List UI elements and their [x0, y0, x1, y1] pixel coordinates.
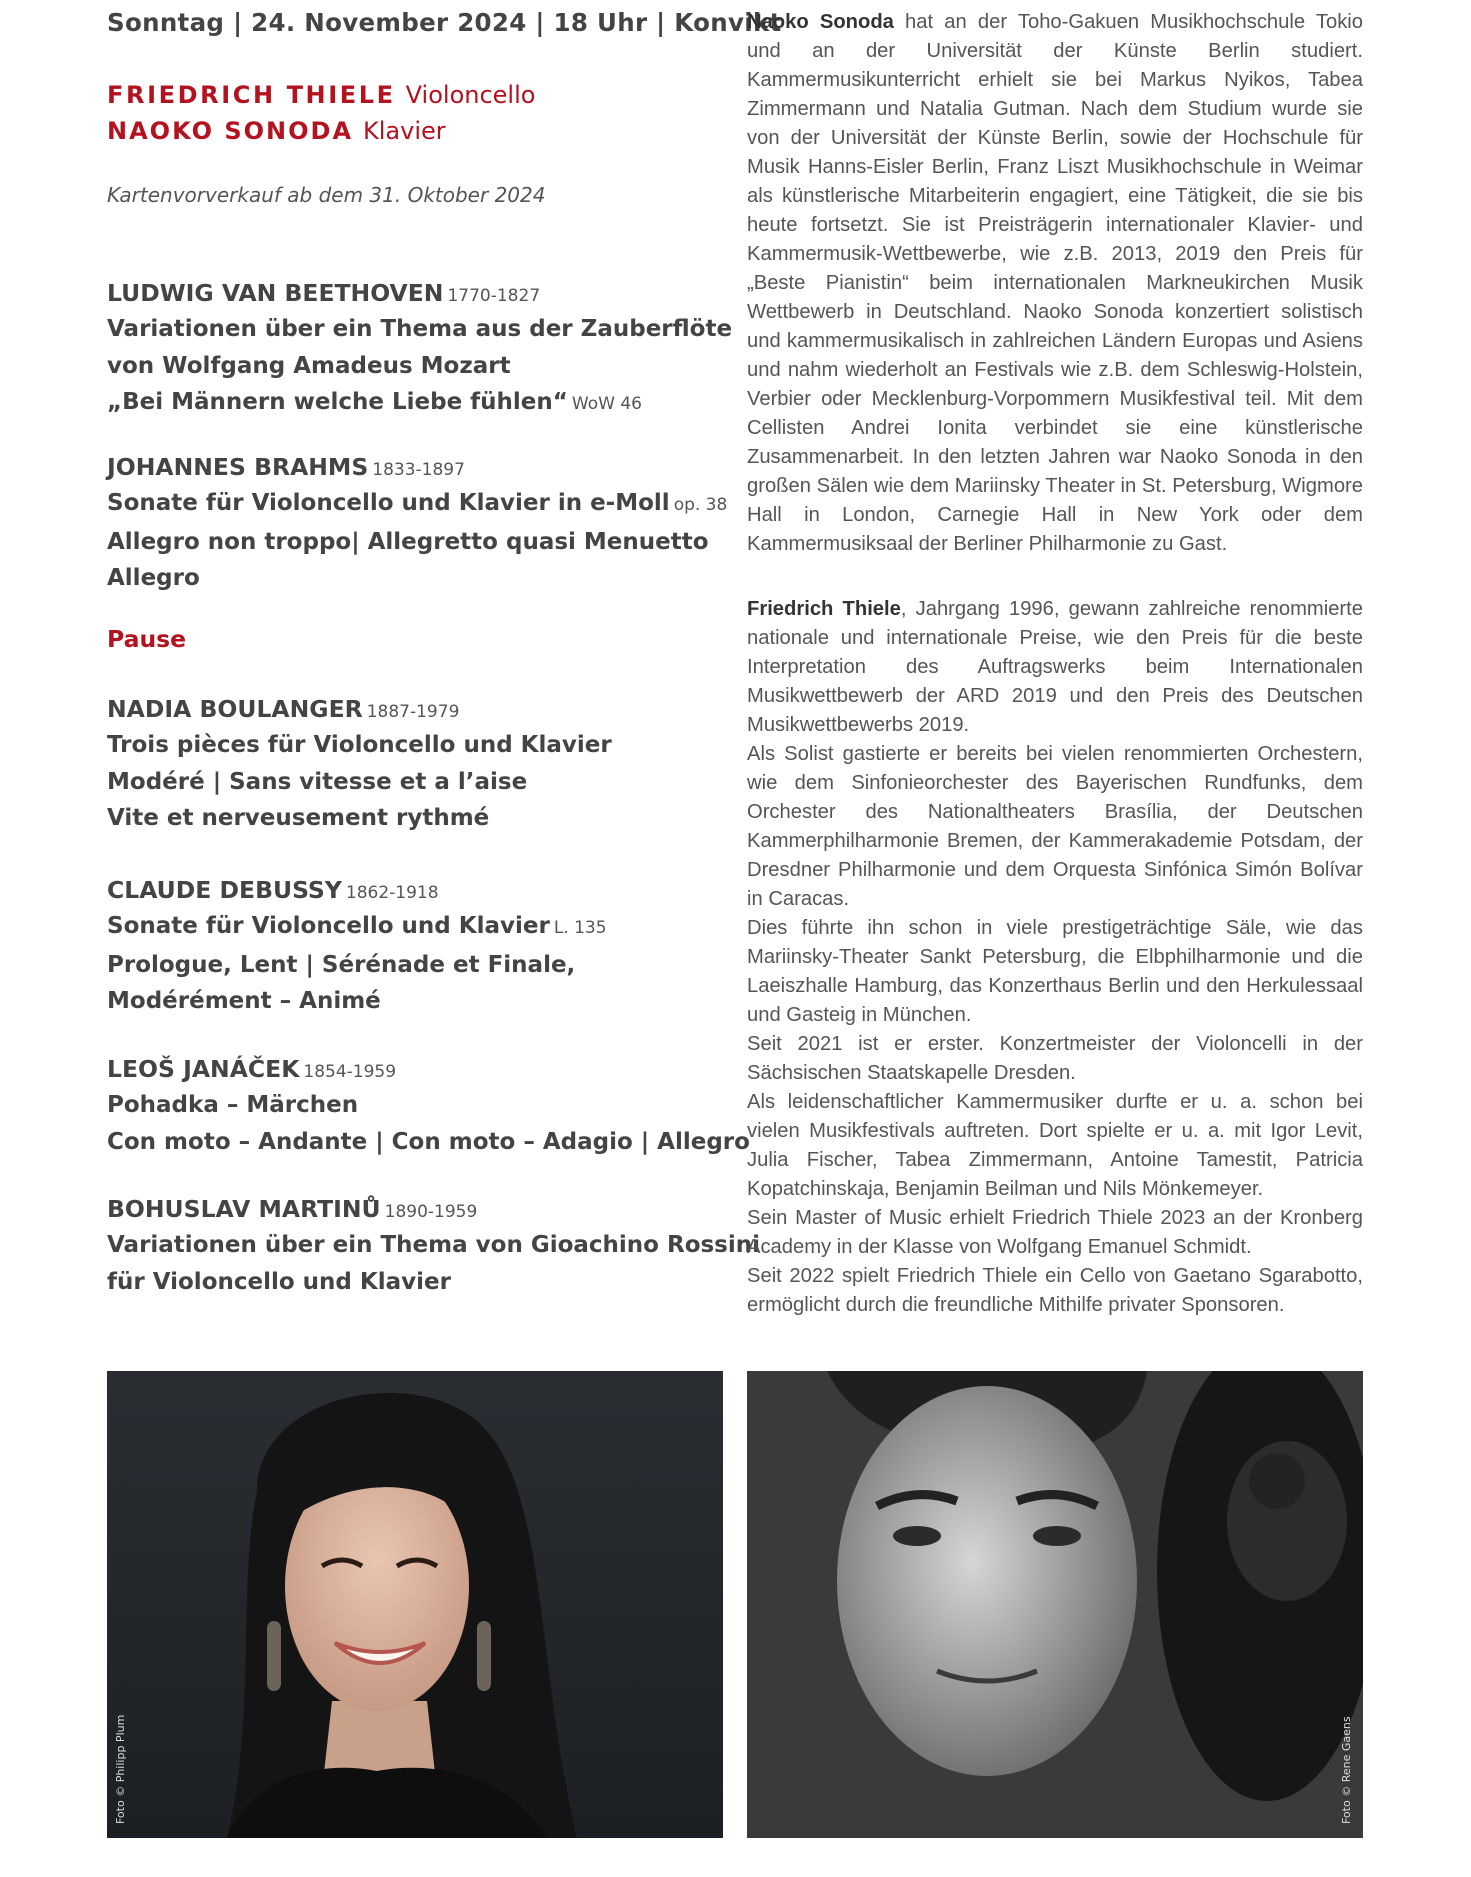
composer-years: 1854-1959	[303, 1062, 397, 1082]
portrait-illustration	[107, 1371, 723, 1838]
work-title: von Wolfgang Amadeus Mozart	[107, 352, 511, 379]
bio-name: Friedrich Thiele	[747, 598, 901, 620]
bio-column	[747, 8, 1363, 1320]
program-work-martinu	[107, 1194, 761, 1300]
bio-paragraph: Seit 2021 ist er erster. Konzertmeister der Violoncelli in der Sächsischen Staatskapelle Dresden.	[747, 1033, 1363, 1084]
program-work-debussy	[107, 875, 727, 1020]
composer-name: JOHANNES BRAHMS 1833-1897	[107, 453, 465, 481]
work-catalog-number: L. 135	[553, 918, 607, 938]
work-catalog-number: op. 38	[673, 495, 728, 515]
portrait-photo-thiele	[747, 1371, 1363, 1838]
work-movements: Modéré | Sans vitesse et a l’aise	[107, 768, 528, 795]
intermission-label: Pause	[107, 625, 187, 653]
bio-text: , Jahrgang 1996, gewann zahlreiche renommierte nationale und internationale Preise, wie den Preis für die beste Interpretation des Auftragswerks beim Internationalen Musikwettbewerb der ARD 2019 und den Preis des Deutschen Musikwettbewerbs 2019.	[747, 598, 1363, 736]
work-movements: Modérément – Animé	[107, 988, 381, 1014]
bio-name: Naoko Sonoda	[747, 11, 894, 33]
photo-credit: Foto © Philipp Plum	[114, 1714, 127, 1824]
bio-paragraph: Dies führte ihn schon in viele prestigeträchtige Säle, wie das Mariinsky-Theater Sankt Petersburg, die Elbphilharmonie und die Laeiszhalle Hamburg, das Konzerthaus Berlin und den Herkulessaal und Gasteig in München.	[747, 917, 1363, 1026]
work-movements: Con moto – Andante | Con moto – Adagio | Allegro	[107, 1128, 750, 1155]
composer-name: BOHUSLAV MARTINŮ 1890-1959	[107, 1195, 478, 1223]
bio-paragraph: Sein Master of Music erhielt Friedrich Thiele 2023 an der Kronberg Academy in der Klasse von Wolfgang Emanuel Schmidt.	[747, 1207, 1363, 1258]
composer-years: 1890-1959	[384, 1202, 478, 1222]
composer-years: 1887-1979	[366, 702, 460, 722]
work-title: Sonate für Violoncello und Klavier L. 135	[107, 913, 607, 939]
work-movements: Allegro	[107, 565, 200, 591]
composer-years: 1862-1918	[345, 883, 439, 903]
composer-years: 1770-1827	[447, 286, 541, 306]
composer-name: LUDWIG VAN BEETHOVEN 1770-1827	[107, 279, 541, 307]
presale-note: Kartenvorverkauf ab dem 31. Oktober 2024	[107, 183, 546, 207]
portrait-photo-sonoda	[107, 1371, 723, 1838]
work-movements: Prologue, Lent | Sérénade et Finale,	[107, 951, 576, 978]
work-title: „Bei Männern welche Liebe fühlen“ WoW 46	[107, 389, 642, 415]
composer-years: 1833-1897	[372, 460, 465, 480]
work-movements: Allegro non troppo| Allegretto quasi Menuetto	[107, 528, 709, 555]
artist-instrument: Klavier	[363, 117, 446, 145]
work-title: für Violoncello und Klavier	[107, 1268, 451, 1295]
composer-name: LEOŠ JANÁČEK 1854-1959	[107, 1055, 397, 1083]
bio-thiele	[747, 595, 1363, 1320]
program-work-janacek	[107, 1054, 750, 1160]
bio-sonoda	[747, 8, 1363, 559]
work-title: Variationen über ein Thema von Gioachino Rossini	[107, 1232, 761, 1258]
work-title: Trois pièces für Violoncello und Klavier	[107, 732, 612, 758]
bio-text: hat an der Toho-Gakuen Musikhochschule Tokio und an der Universität der Künste Berlin studiert. Kammermusikunterricht erhielt sie bei Markus Nyikos, Tabea Zimmermann und Natalia Gutman. Nach dem Studium wurde sie von der Universität der Künste Berlin, sowie der Hochschule für Musik Hanns-Eisler Berlin, Franz Liszt Musikhochschule in Weimar als künstlerische Mitarbeiterin engagiert, eine Tätigkeit, die sie bis heute fortsetzt. Sie ist Preisträgerin internationaler Klavier- und Kammermusik-Wettbewerbe, wie z.B. 2013, 2019 den Preis für „Beste Pianistin“ beim internationalen Markneukirchen Musik Wettbewerb in Deutschland. Naoko Sonoda konzertiert solistisch und kammermusikalisch in zahlreichen Ländern Europas und Asiens und nahm wiederholt an Festivals wie z.B. dem Schleswig-Holstein, Verbier oder Mecklenburg-Vorpommern Musikfestival teil. Mit dem Cellisten Andrei Ionita verbindet sie eine künstlerische Zusammenarbeit. In den letzten Jahren war Naoko Sonoda in den großen Sälen wie dem Mariinsky Theater in St. Petersburg, Wigmore Hall in London, Carnegie Hall in New York oder dem Kammermusiksaal der Berliner Philharmonie zu Gast.	[747, 11, 1364, 555]
artist-name: NAOKO SONODA	[107, 117, 354, 145]
work-title: Variationen über ein Thema aus der Zauberflöte	[107, 316, 733, 342]
event-date-line: Sonntag | 24. November 2024 | 18 Uhr | Konvikt	[107, 8, 782, 37]
artist-cellist	[107, 81, 535, 109]
composer-name: CLAUDE DEBUSSY 1862-1918	[107, 876, 439, 904]
composer-name: NADIA BOULANGER 1887-1979	[107, 695, 460, 723]
artist-name: FRIEDRICH THIELE	[107, 81, 396, 109]
artist-instrument: Violoncello	[405, 81, 536, 109]
bio-paragraph: Seit 2022 spielt Friedrich Thiele ein Cello von Gaetano Sgarabotto, ermöglicht durch die freundliche Mithilfe privater Sponsoren.	[747, 1265, 1363, 1316]
program-work-brahms	[107, 452, 727, 597]
artist-pianist	[107, 117, 446, 145]
work-catalog-number: WoW 46	[571, 394, 642, 414]
bio-paragraph: Als leidenschaftlicher Kammermusiker durfte er u. a. schon bei vielen Musikfestivals auftreten. Dort spielte er u. a. mit Igor Levit, Julia Fischer, Tabea Zimmermann, Antoine Tamestit, Patricia Kopatchinskaja, Benjamin Beilman und Nils Mönkemeyer.	[747, 1091, 1363, 1200]
work-title: Pohadka – Märchen	[107, 1092, 359, 1118]
program-work-boulanger	[107, 694, 727, 837]
bio-paragraph: Als Solist gastierte er bereits bei vielen renommierten Orchestern, wie dem Sinfonieorchester des Bayerischen Rundfunks, dem Orchester des Nationaltheaters Brasília, der Deutschen Kammerphilharmonie Bremen, der Kammerakademie Potsdam, der Dresdner Philharmonie und dem Orquesta Sinfónica Simón Bolívar in Caracas.	[747, 743, 1363, 910]
portrait-illustration	[747, 1371, 1363, 1838]
work-movements: Vite et nerveusement rythmé	[107, 805, 490, 831]
program-work-beethoven	[107, 278, 733, 423]
work-title: Sonate für Violoncello und Klavier in e-Moll op. 38	[107, 490, 728, 516]
photo-credit: Foto © Rene Gaens	[1340, 1716, 1353, 1824]
